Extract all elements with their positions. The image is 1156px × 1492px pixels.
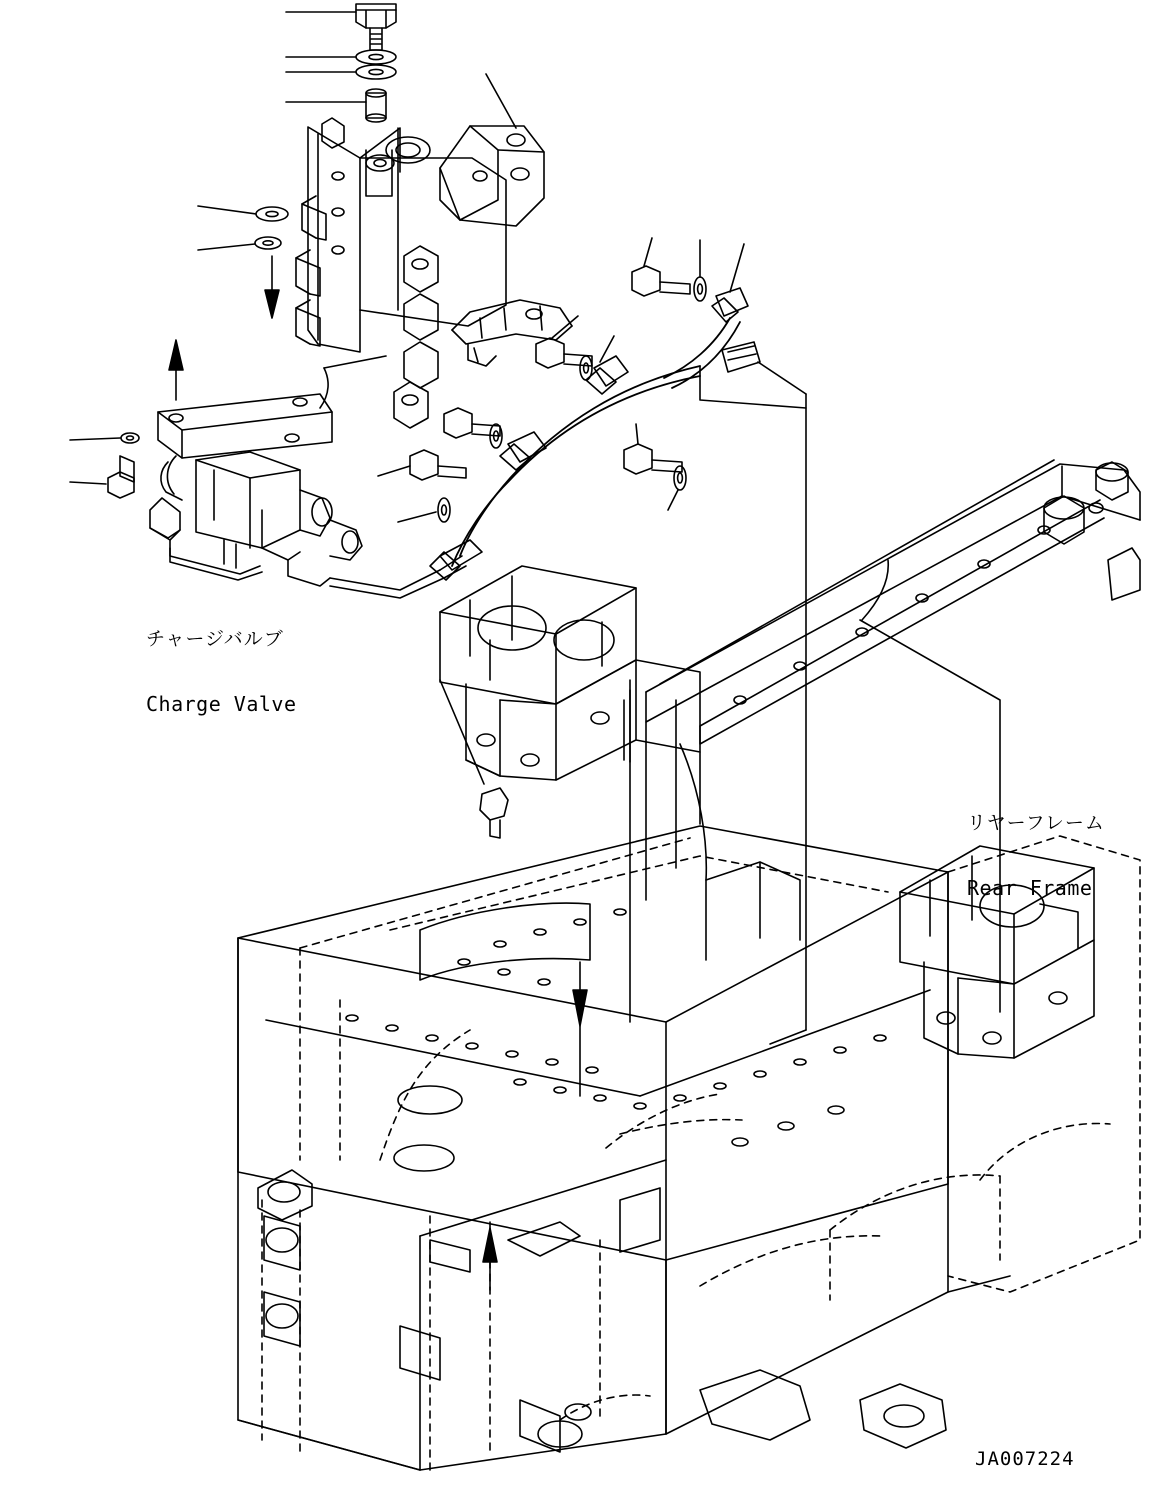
leader-line [198,244,255,250]
leader-line [730,244,744,292]
assembly-arrow-head [265,290,279,318]
rear-frame-label-en: Rear Frame [967,875,1093,900]
hydraulic-hose-short [664,318,740,388]
charge-valve-label-jp: チャージバルブ [146,628,284,650]
charge-valve-label-en: Charge Valve [146,691,297,716]
leader-line [700,366,806,408]
hex-bolt-5 [410,450,466,480]
assembly-arrow-head [483,1228,497,1262]
valve-mount-bolt [108,456,134,498]
hex-bolt-4 [624,444,682,474]
hydraulic-hose-long [452,366,700,566]
mid-bracket-arm [452,300,572,366]
leader-line [398,512,436,522]
valve-mount-washer [121,433,139,443]
leader-line [324,356,386,368]
elbow-fitting-b [500,432,546,470]
leader-line [320,368,328,408]
flat-washer-lower [356,65,396,79]
leader-line [486,74,516,128]
leader-line [440,680,484,784]
flat-washer-upper [356,50,396,64]
charge-valve-label [146,588,297,757]
leader-line [198,206,256,214]
washer-left-lower [255,237,281,249]
leader-line [70,482,106,484]
leader-line [70,438,120,440]
hex-bolt-1 [632,266,690,296]
hex-bolt-3 [444,408,500,438]
hex-bolt-2 [536,338,592,368]
leader-line [668,490,678,510]
leader-line [636,424,638,444]
leader-line [644,238,652,266]
leader-line [378,466,410,476]
drawing-number: JA007224 [975,1448,1075,1470]
hex-bolt-top [356,4,396,50]
rear-frame-label [967,772,1105,941]
charge-valve-assembly [150,394,466,598]
pedestal-bolt [480,788,508,838]
upper-flange-plate [440,126,544,226]
assembly-arrow-head [573,990,587,1026]
leader-line [758,362,806,394]
washer-1 [694,277,706,301]
rear-frame-structure [238,460,1140,1470]
washer-4 [674,466,686,490]
leader-line [552,316,578,338]
assembly-arrow-head [169,340,183,370]
spacer-sleeve [366,89,386,122]
washer-2 [580,356,592,380]
rear-frame-label-jp: リヤーフレーム [967,812,1105,834]
leader-line [862,560,888,620]
washer-left-upper [256,207,288,221]
washer-5 [438,498,450,522]
